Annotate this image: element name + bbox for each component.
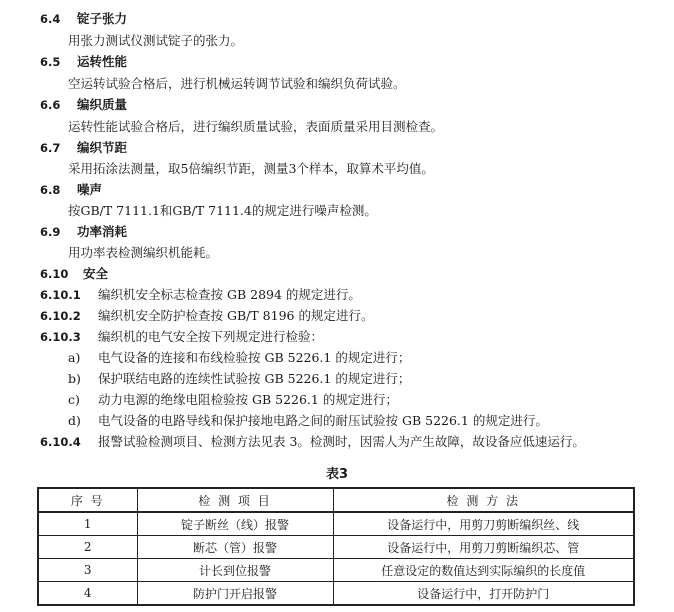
- table-cell: 任意设定的数值达到实际编织的长度值: [333, 559, 634, 582]
- table-cell: 设备运行中，打开防护门: [333, 582, 634, 606]
- subsection-number: 6.10.3: [40, 330, 81, 344]
- section-body: 用功率表检测编织机能耗。: [68, 245, 219, 260]
- section-number: 6.10: [40, 267, 69, 281]
- inspection-table: [37, 487, 635, 606]
- table-row: [38, 512, 634, 536]
- list-marker: b): [68, 371, 81, 386]
- list-marker: a): [68, 350, 81, 365]
- subsection-number: 6.10.1: [40, 288, 81, 302]
- section-number: 6.9: [40, 225, 61, 239]
- table-cell: 计长到位报警: [137, 559, 333, 582]
- subsection-text: 编织机安全防护检查按 GB/T 8196 的规定进行。: [98, 308, 374, 323]
- table-row: [38, 559, 634, 582]
- section-number: 6.7: [40, 141, 61, 155]
- section-title: 锭子张力: [77, 11, 128, 26]
- section-title: 运转性能: [77, 54, 128, 69]
- header-cell: 检 测 项 目: [137, 488, 333, 512]
- section-body: 按GB/T 7111.1和GB/T 7111.4的规定进行噪声检测。: [68, 203, 377, 218]
- subsection-number: 6.10.4: [40, 435, 81, 449]
- list-item: 电气设备的电路导线和保护接地电路之间的耐压试验按 GB 5226.1 的规定进行。: [98, 413, 548, 428]
- table-cell: 2: [38, 536, 137, 559]
- header-cell: 检 测 方 法: [333, 488, 634, 512]
- table-cell: 4: [38, 582, 137, 606]
- section-title: 安全: [83, 266, 109, 281]
- table-row: [38, 582, 634, 606]
- section-number: 6.6: [40, 98, 61, 112]
- subsection-text: 编织机安全标志检查按 GB 2894 的规定进行。: [98, 287, 361, 302]
- table-caption: 表3: [325, 467, 349, 482]
- table-row: [38, 536, 634, 559]
- section-number: 6.4: [40, 12, 61, 26]
- header-cell: 序 号: [38, 488, 137, 512]
- table-cell: 1: [38, 512, 137, 536]
- section-body: 采用拓涂法测量，取5倍编织节距，测量3个样本，取算术平均值。: [68, 161, 434, 176]
- section-title: 编织节距: [77, 140, 128, 155]
- list-item: 保护联结电路的连续性试验按 GB 5226.1 的规定进行；: [98, 371, 411, 386]
- section-body: 用张力测试仪测试锭子的张力。: [68, 33, 244, 48]
- list-marker: d): [68, 413, 81, 428]
- table-cell: 设备运行中，用剪刀剪断编织丝、线: [333, 512, 634, 536]
- section-title: 功率消耗: [77, 224, 128, 239]
- section-number: 6.5: [40, 55, 61, 69]
- subsection-text: 报警试验检测项目、检测方法见表 3。检测时，因需人为产生故障，故设备应低速运行。: [98, 434, 585, 449]
- section-body: 运转性能试验合格后，进行编织质量试验，表面质量采用目测检查。: [68, 119, 444, 134]
- table-header-row: [38, 488, 634, 512]
- section-number: 6.8: [40, 183, 61, 197]
- list-marker: c): [68, 392, 80, 407]
- table-cell: 防护门开启报警: [137, 582, 333, 606]
- section-title: 编织质量: [77, 97, 128, 112]
- subsection-text: 编织机的电气安全按下列规定进行检验：: [98, 329, 324, 344]
- section-title: 噪声: [77, 182, 103, 197]
- table-cell: 断芯（管）报警: [137, 536, 333, 559]
- table-cell: 设备运行中，用剪刀剪断编织芯、管: [333, 536, 634, 559]
- section-body: 空运转试验合格后，进行机械运转调节试验和编织负荷试验。: [68, 76, 406, 91]
- table-cell: 3: [38, 559, 137, 582]
- list-item: 动力电源的绝缘电阻检验按 GB 5226.1 的规定进行；: [98, 392, 398, 407]
- list-item: 电气设备的连接和布线检验按 GB 5226.1 的规定进行；: [98, 350, 411, 365]
- subsection-number: 6.10.2: [40, 309, 81, 323]
- table-cell: 锭子断丝（线）报警: [137, 512, 333, 536]
